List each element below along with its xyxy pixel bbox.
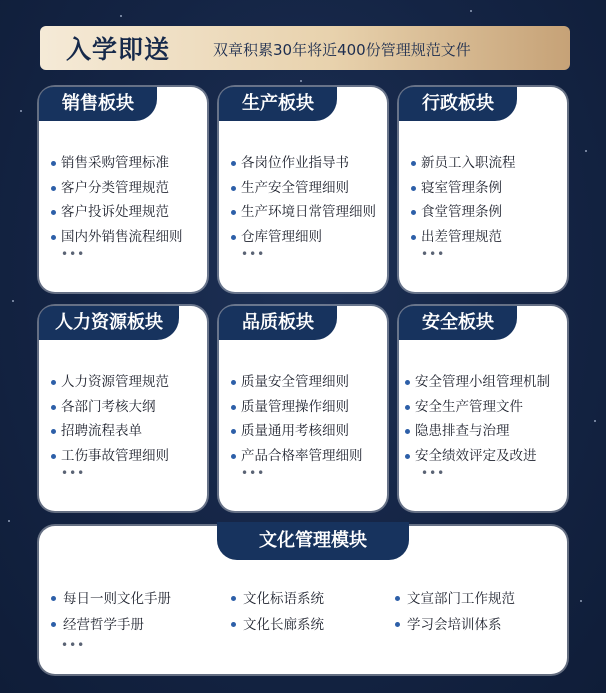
star-decoration [120, 15, 122, 17]
list-item: 安全生产管理文件 [405, 395, 550, 420]
bullet-icon [405, 380, 410, 385]
more-ellipsis: ••• [61, 466, 86, 480]
culture-column [395, 586, 515, 638]
list-item: 质量通用考核细则 [231, 419, 363, 444]
module-item-list [231, 151, 376, 249]
more-ellipsis: ••• [241, 466, 266, 480]
bullet-icon [231, 210, 236, 215]
module-card-production [219, 87, 387, 292]
more-ellipsis: ••• [241, 247, 266, 261]
list-item: 各部门考核大纲 [51, 395, 169, 420]
bullet-icon [51, 405, 56, 410]
module-title: 销售板块 [39, 87, 157, 121]
list-item: 新员工入职流程 [411, 151, 516, 176]
more-ellipsis: ••• [61, 247, 86, 261]
bullet-icon [51, 454, 56, 459]
bullet-icon [51, 210, 56, 215]
list-item: 仓库管理细则 [231, 225, 376, 250]
bullet-icon [231, 454, 236, 459]
bullet-icon [231, 429, 236, 434]
list-item: 隐患排查与治理 [405, 419, 550, 444]
module-item-list [51, 151, 183, 249]
list-item: 安全管理小组管理机制 [405, 370, 550, 395]
module-card-quality [219, 306, 387, 511]
list-item: 文化长廊系统 [231, 612, 324, 638]
header-banner [40, 26, 570, 70]
banner-title: 入学即送 [66, 35, 171, 64]
list-item: 文宣部门工作规范 [395, 586, 515, 612]
module-item-list [405, 370, 550, 468]
bullet-icon [51, 161, 56, 166]
star-decoration [12, 300, 14, 302]
module-title: 品质板块 [219, 306, 337, 340]
bullet-icon [51, 380, 56, 385]
list-item: 质量管理操作细则 [231, 395, 363, 420]
list-item: 质量安全管理细则 [231, 370, 363, 395]
module-title: 行政板块 [399, 87, 517, 121]
list-item: 招聘流程表单 [51, 419, 169, 444]
bullet-icon [411, 161, 416, 166]
more-ellipsis: ••• [421, 466, 446, 480]
star-decoration [470, 10, 472, 12]
more-ellipsis: ••• [61, 638, 86, 652]
list-item: 生产安全管理细则 [231, 176, 376, 201]
culture-column [231, 586, 324, 638]
list-item: 产品合格率管理细则 [231, 444, 363, 469]
module-item-list [231, 370, 363, 468]
bullet-icon [231, 596, 236, 601]
list-item: 人力资源管理规范 [51, 370, 169, 395]
module-title: 文化管理模块 [217, 522, 409, 560]
list-item: 客户投诉处理规范 [51, 200, 183, 225]
bullet-icon [405, 454, 410, 459]
star-decoration [594, 420, 596, 422]
bullet-icon [51, 186, 56, 191]
module-card-admin [399, 87, 567, 292]
bullet-icon [51, 429, 56, 434]
list-item: 出差管理规范 [411, 225, 516, 250]
bullet-icon [411, 235, 416, 240]
star-decoration [585, 150, 587, 152]
bullet-icon [231, 161, 236, 166]
bullet-icon [231, 380, 236, 385]
bullet-icon [231, 186, 236, 191]
module-item-list [411, 151, 516, 249]
bullet-icon [51, 622, 56, 627]
bullet-icon [231, 235, 236, 240]
module-card-safety [399, 306, 567, 511]
star-decoration [580, 600, 582, 602]
bullet-icon [405, 429, 410, 434]
star-decoration [20, 110, 22, 112]
star-decoration [300, 80, 302, 82]
bullet-icon [231, 405, 236, 410]
list-item: 生产环境日常管理细则 [231, 200, 376, 225]
culture-column [51, 586, 171, 638]
list-item: 经营哲学手册 [51, 612, 171, 638]
list-item: 国内外销售流程细则 [51, 225, 183, 250]
module-title: 人力资源板块 [39, 306, 179, 340]
bullet-icon [405, 405, 410, 410]
list-item: 学习会培训体系 [395, 612, 515, 638]
bullet-icon [411, 186, 416, 191]
list-item: 各岗位作业指导书 [231, 151, 376, 176]
bullet-icon [395, 596, 400, 601]
list-item: 食堂管理条例 [411, 200, 516, 225]
module-card-sales [39, 87, 207, 292]
more-ellipsis: ••• [421, 247, 446, 261]
banner-subtitle: 双章积累30年将近400份管理规范文件 [213, 41, 471, 59]
module-title: 生产板块 [219, 87, 337, 121]
list-item: 安全绩效评定及改进 [405, 444, 550, 469]
module-title: 安全板块 [399, 306, 517, 340]
list-item: 客户分类管理规范 [51, 176, 183, 201]
module-card-culture [39, 526, 567, 674]
bullet-icon [231, 622, 236, 627]
list-item: 寝室管理条例 [411, 176, 516, 201]
list-item: 销售采购管理标准 [51, 151, 183, 176]
list-item: 工伤事故管理细则 [51, 444, 169, 469]
module-item-list [51, 370, 169, 468]
module-card-hr [39, 306, 207, 511]
bullet-icon [395, 622, 400, 627]
star-decoration [8, 520, 10, 522]
bullet-icon [51, 596, 56, 601]
list-item: 每日一则文化手册 [51, 586, 171, 612]
bullet-icon [411, 210, 416, 215]
list-item: 文化标语系统 [231, 586, 324, 612]
bullet-icon [51, 235, 56, 240]
